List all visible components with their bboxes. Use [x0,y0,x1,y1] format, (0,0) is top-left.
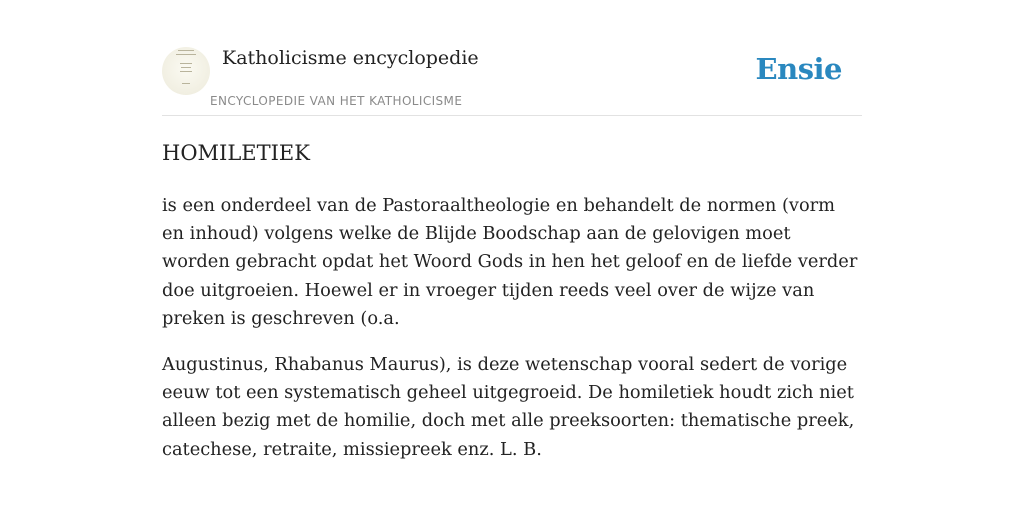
article-paragraph: Augustinus, Rhabanus Maurus), is deze wetenschap vooral sedert de vorige eeuw tot een systematisch geheel uitgegroeid. De homiletiek houdt zich niet alleen bezig met de homilie, doch met alle preeksoorten: thematische preek, catechese, retraite, missiepreek enz. L. B. [162,354,855,460]
site-subtitle: ENCYCLOPEDIE VAN HET KATHOLICISME [210,94,463,108]
article-title: HOMILETIEK [162,141,310,165]
page [162,0,862,512]
article-paragraph: is een onderdeel van de Pastoraaltheologie en behandelt de normen (vorm en inhoud) volgens welke de Blijde Boodschap aan de gelovigen moet worden gebracht opdat het Woord Gods in hen het geloof en de liefde verder doe uitgroeien. Hoewel er in vroeger tijden reeds veel over de wijze van preken is geschreven (o.a. [162,195,858,329]
article-body [162,192,862,482]
header-divider [162,115,862,116]
site-title[interactable]: Katholicisme encyclopedie [222,47,479,69]
encyclopedia-cover-thumbnail[interactable] [162,47,210,95]
brand-logo[interactable]: Ensie [755,52,842,86]
